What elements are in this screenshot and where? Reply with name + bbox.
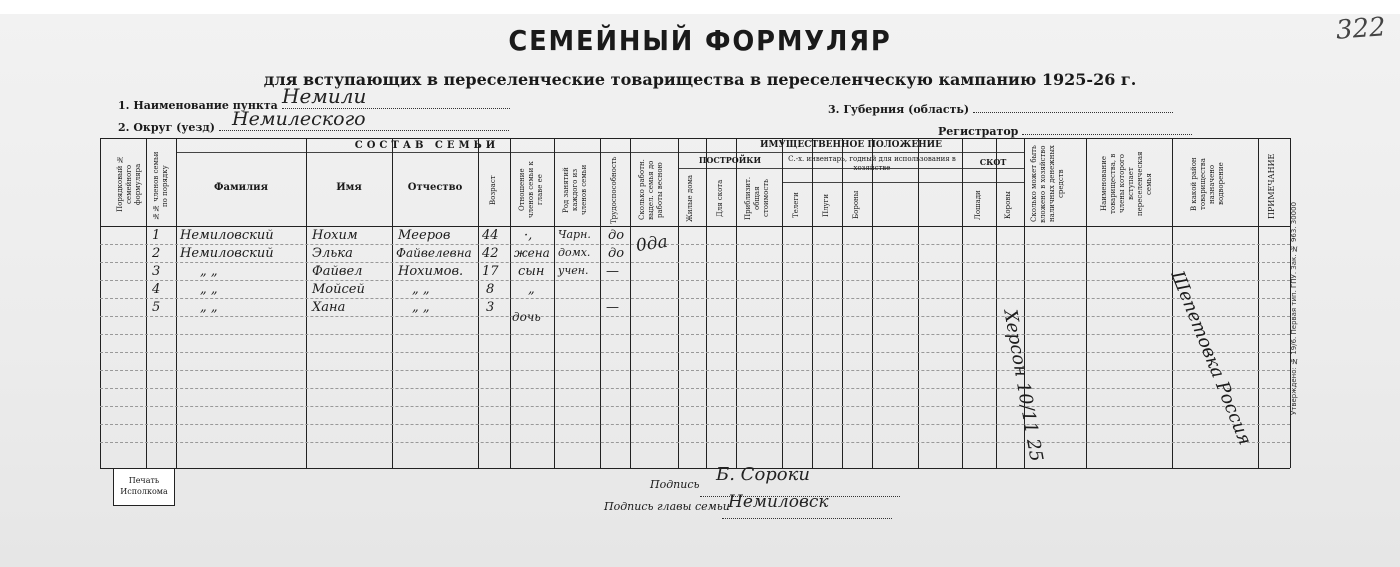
col-harrows: Бороны xyxy=(852,190,860,220)
col-cattle-shed: Для скота xyxy=(716,179,724,217)
region-annotation: Шепетовка Россия xyxy=(1166,268,1256,449)
row-5-name: Хана xyxy=(312,300,346,315)
col-surname: Фамилия xyxy=(214,182,268,193)
row-1-workers: 0да xyxy=(634,231,669,257)
settlement-label: 1. Наименование пункта xyxy=(118,99,278,112)
col-house: Жилые дома xyxy=(686,174,694,222)
row-2-patronymic: Файвелевна xyxy=(396,246,472,260)
col-relation: Отношение членов семьи к главе ее xyxy=(518,161,544,219)
row-5-no: 5 xyxy=(152,300,161,315)
buildings-header: ПОСТРОЙКИ xyxy=(698,155,762,165)
row-1-relation: ·, xyxy=(524,228,533,243)
row-5-workability: — xyxy=(606,300,619,315)
registrar-label: Регистратор xyxy=(938,125,1019,138)
col-region: В какой район товарищества назначено водворение xyxy=(1190,157,1225,211)
row-5-patronymic: „ „ xyxy=(412,300,430,315)
livestock-header: СКОТ xyxy=(979,157,1007,167)
row-2-surname: Немиловский xyxy=(180,246,274,261)
row-1-age: 44 xyxy=(482,228,499,243)
row-1-occupation: Чарн. xyxy=(558,228,591,241)
row-2-no: 2 xyxy=(152,246,161,261)
row-2-name: Элька xyxy=(312,246,353,261)
form-title: СЕМЕЙНЫЙ ФОРМУЛЯР xyxy=(508,24,892,57)
col-age: Возраст xyxy=(489,175,497,205)
col-patronymic: Отчество xyxy=(407,182,463,193)
settlement-value: Немили xyxy=(282,84,367,108)
cash-annotation: Херсон 10/11 25 xyxy=(999,308,1047,464)
row-3-occupation: учен. xyxy=(558,264,589,277)
head-signature-label: Подпись главы семьи xyxy=(604,500,730,513)
row-3-relation: сын xyxy=(518,264,545,279)
stamp-box: Печать Исполкома xyxy=(113,468,175,506)
row-4-relation: „ xyxy=(528,282,535,297)
row-3-age: 17 xyxy=(482,264,499,279)
row-4-no: 4 xyxy=(152,282,161,297)
row-5-relation: дочь xyxy=(512,310,541,324)
col-order-no: Порядковый № семейного формуляра xyxy=(116,155,142,213)
col-note: ПРИМЕЧАНИЕ xyxy=(1267,153,1276,219)
scan-edge xyxy=(0,0,1400,14)
registrar-line xyxy=(1022,124,1192,135)
row-2-workability: до xyxy=(608,246,625,261)
family-table xyxy=(100,138,1290,468)
head-signature-value: Немиловск xyxy=(728,492,829,512)
col-workers: Сколько работн. выдел. семья до работы весною xyxy=(638,159,664,221)
province-field xyxy=(828,102,1173,116)
row-1-surname: Немиловский xyxy=(180,228,274,243)
col-horses: Лошади xyxy=(974,190,982,220)
registrar-field xyxy=(938,124,1192,138)
row-1-no: 1 xyxy=(152,228,161,243)
archive-number: 322 xyxy=(1335,12,1387,46)
district-label: 2. Округ (уезд) xyxy=(118,121,215,134)
province-label: 3. Губерния (область) xyxy=(828,103,970,116)
col-partnership: Наименование товарищества, в члены которого вступает переселенческая семья xyxy=(1100,151,1153,217)
row-1-name: Нохим xyxy=(312,228,358,243)
row-2-age: 42 xyxy=(482,246,499,261)
row-4-patronymic: „ „ xyxy=(412,282,430,297)
district-value: Немилеского xyxy=(232,108,366,130)
signature-value: Б. Сороки xyxy=(716,464,810,485)
col-carts: Телеги xyxy=(792,192,800,218)
row-4-name: Мойсей xyxy=(312,282,365,297)
col-occupation: Род занятий каждого из членов семьи xyxy=(562,164,588,216)
col-workability: Трудоспособность xyxy=(610,156,618,224)
row-2-relation: жена xyxy=(514,246,550,260)
col-approx-value: Приблизит. общая стоимость xyxy=(744,176,770,220)
row-3-no: 3 xyxy=(152,264,161,279)
row-2-occupation: домх. xyxy=(558,246,591,259)
property-header: ИМУЩЕСТВЕННОЕ ПОЛОЖЕНИЕ xyxy=(759,140,943,150)
col-cows: Коровы xyxy=(1004,191,1012,219)
inventory-header: С.-х. инвентарь, годный для использования в хозяйстве xyxy=(788,155,956,172)
row-1-patronymic: Мееров xyxy=(398,228,451,243)
col-first-name: Имя xyxy=(336,182,362,193)
row-5-surname: „ „ xyxy=(200,300,218,315)
col-member-no: №№ членов семьи по порядку xyxy=(152,151,169,221)
row-3-name: Файвел xyxy=(312,264,363,279)
row-3-workability: — xyxy=(606,264,619,279)
printer-imprint: Утверждено: № 19/6. Первая тип. ГПУ. Зак. № 963. 30000 xyxy=(1290,201,1298,415)
row-3-patronymic: Нохимов. xyxy=(398,264,464,279)
province-line xyxy=(973,102,1173,113)
row-3-surname: „ „ xyxy=(200,264,218,279)
row-4-age: 8 xyxy=(486,282,495,297)
row-4-surname: „ „ xyxy=(200,282,218,297)
col-cash: Сколько может быть вложено в хозяйство наличных денежных средств xyxy=(1030,145,1065,223)
composition-header: СОСТАВ СЕМЬИ xyxy=(354,140,500,151)
row-5-age: 3 xyxy=(486,300,495,315)
form-subtitle: для вступающих в переселенческие товарищества в переселенческую кампанию 1925-26 г. xyxy=(263,70,1137,89)
col-ploughs: Плуги xyxy=(822,193,830,217)
signature-label: Подпись xyxy=(650,478,700,491)
row-1-workability: до xyxy=(608,228,625,243)
